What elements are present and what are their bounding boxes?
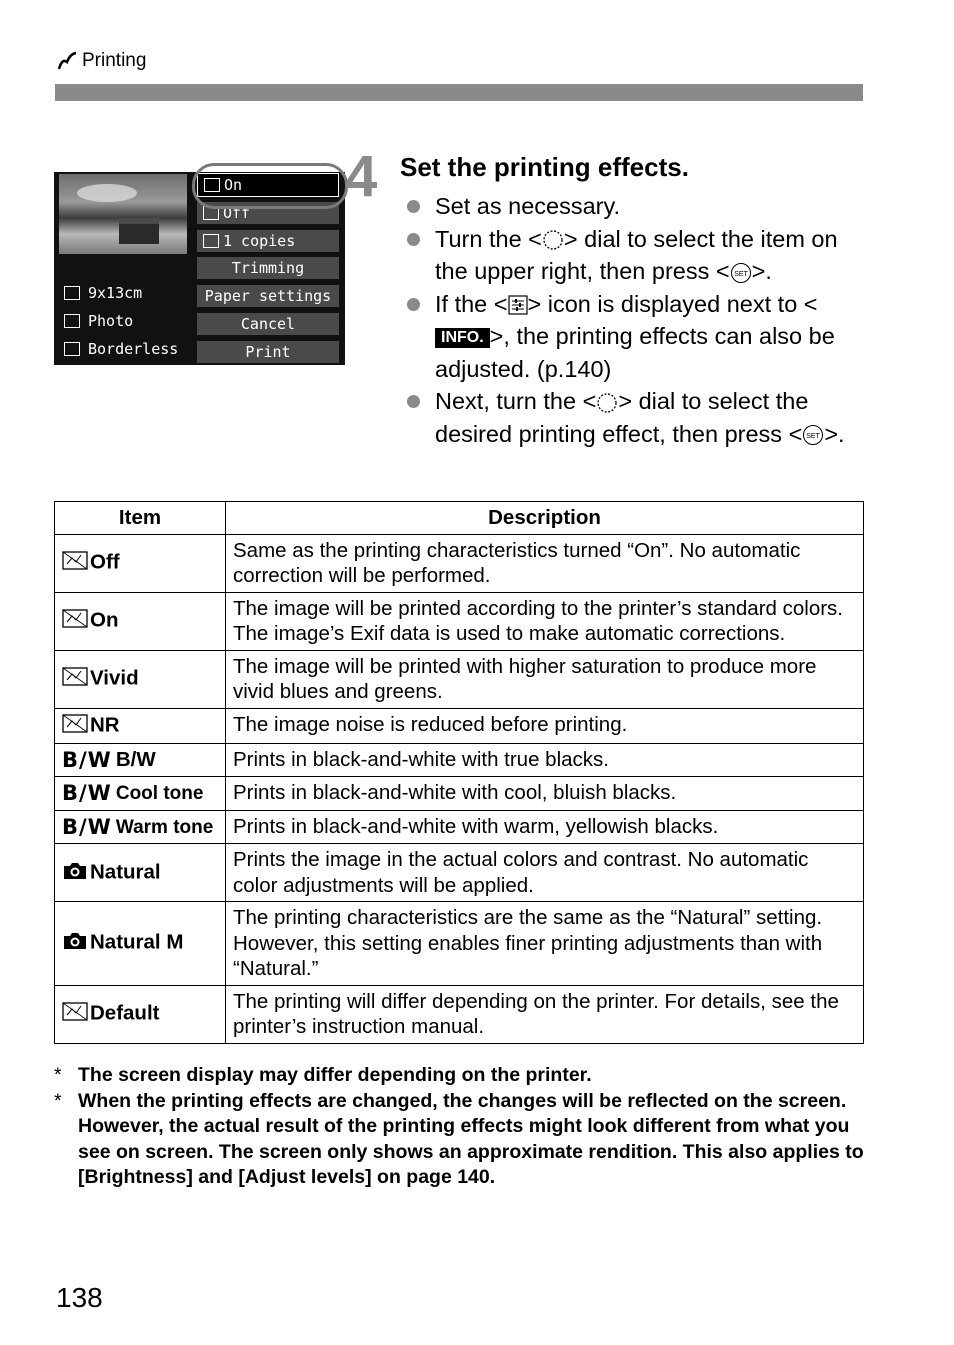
lcd-print-button: Print xyxy=(197,341,339,363)
print-effect-icon xyxy=(62,712,88,741)
description-cell: The image will be printed with higher saturation to produce more vivid blues and greens. xyxy=(226,650,864,708)
bullet-item: Next, turn the < > dial to select the desired printing effect, then press < SET >. xyxy=(405,385,865,450)
quick-control-dial-icon xyxy=(542,229,564,251)
description-cell: Prints the image in the actual colors and contrast. No automatic color adjustments will be applied. xyxy=(226,844,864,902)
lcd-paper-size: 9x13cm xyxy=(64,284,142,302)
item-label: B/W xyxy=(115,748,156,771)
table-row xyxy=(55,985,864,1043)
svg-text:SET: SET xyxy=(733,270,748,278)
description-cell: The image will be printed according to the printer’s standard colors. The image’s Exif data is used to make automatic corrections. xyxy=(226,592,864,650)
lcd-layout: Borderless xyxy=(64,340,178,358)
printer-connect-icon xyxy=(56,50,78,72)
footnote: * The screen display may differ depending on the printer. xyxy=(54,1064,592,1086)
lcd-trimming-button: Trimming xyxy=(197,257,339,279)
set-button-icon xyxy=(730,262,752,284)
table-row xyxy=(55,592,864,650)
column-header-description: Description xyxy=(226,502,864,535)
step-bullets xyxy=(405,190,865,450)
print-effect-icon xyxy=(62,1000,88,1029)
svg-text:SET: SET xyxy=(806,433,821,441)
item-label: Natural xyxy=(90,860,161,884)
item-cell xyxy=(55,744,226,777)
item-cell xyxy=(55,985,226,1043)
printing-effects-table xyxy=(54,501,864,1044)
description-cell: The printing characteristics are the same as the “Natural” setting. However, this setting enables finer printing adjustments than with “Natural.” xyxy=(226,902,864,986)
item-cell xyxy=(55,708,226,744)
bw-icon: B/W xyxy=(62,747,112,772)
item-cell xyxy=(55,902,226,986)
column-header-item: Item xyxy=(55,502,226,535)
table-row xyxy=(55,810,864,844)
bw-icon: B/W xyxy=(62,781,112,806)
print-effect-icon xyxy=(62,549,88,578)
table-row xyxy=(55,902,864,986)
item-label: NR xyxy=(90,713,120,737)
lcd-copies-item: 1 copies xyxy=(197,230,339,252)
item-cell xyxy=(55,592,226,650)
photo-thumbnail xyxy=(59,174,187,254)
paper-type-icon xyxy=(64,314,80,328)
table-row xyxy=(55,650,864,708)
description-cell: Prints in black-and-white with true blacks. xyxy=(226,744,864,777)
copies-icon xyxy=(203,234,219,248)
camera-icon xyxy=(62,929,88,958)
item-cell xyxy=(55,844,226,902)
description-cell: Prints in black-and-white with warm, yellowish blacks. xyxy=(226,810,864,844)
step-number: 4 xyxy=(345,144,378,209)
lcd-paper-type: Photo xyxy=(64,312,133,330)
description-cell: Same as the printing characteristics turned “On”. No automatic correction will be performed. xyxy=(226,534,864,592)
bullet-item: Turn the < > dial to select the item on the upper right, then press < SET >. xyxy=(405,223,865,288)
step-title: Set the printing effects. xyxy=(400,152,689,182)
running-header xyxy=(56,50,146,72)
description-cell: The printing will differ depending on the printer. For details, see the printer’s instruction manual. xyxy=(226,985,864,1043)
footnote: * When the printing effects are changed, the changes will be reflected on the screen. However, the actual result of the printing effects might look different from what you see on screen. The screen only shows an approximate rendition. This also applies to [Brightness] and [Adjust levels] on page 140. xyxy=(54,1089,864,1188)
adjust-icon xyxy=(508,295,528,315)
item-label: Natural M xyxy=(90,931,184,954)
item-label: On xyxy=(90,608,119,632)
info-button-icon: INFO. xyxy=(435,328,490,348)
table-row xyxy=(55,777,864,811)
item-label: Vivid xyxy=(90,666,139,690)
lcd-paper-settings-button: Paper settings xyxy=(197,285,339,307)
paper-size-icon xyxy=(64,286,80,300)
item-cell xyxy=(55,534,226,592)
print-effect-icon xyxy=(62,665,88,694)
table-row xyxy=(55,744,864,777)
page-number: 138 xyxy=(56,1282,103,1313)
item-label: Default xyxy=(90,1001,160,1025)
header-bar xyxy=(55,84,863,101)
item-label: Warm tone xyxy=(115,816,214,838)
camera-icon xyxy=(62,859,88,888)
bullet-item: If the < > icon is displayed next to <INFO. >, the printing effects can also be adjusted. (p.140) xyxy=(405,288,865,386)
section-title: Printing xyxy=(82,50,147,71)
footnotes xyxy=(54,1063,864,1191)
highlight-ring xyxy=(192,163,348,209)
item-cell xyxy=(55,777,226,811)
table-row xyxy=(55,534,864,592)
quick-control-dial-icon xyxy=(596,392,618,414)
item-label: Off xyxy=(90,550,120,574)
table-header-row xyxy=(55,502,864,535)
lcd-date-item: Off xyxy=(197,202,339,224)
set-button-icon xyxy=(802,424,824,446)
item-cell xyxy=(55,810,226,844)
table-row xyxy=(55,844,864,902)
description-cell: The image noise is reduced before printing. xyxy=(226,708,864,744)
item-label: Cool tone xyxy=(115,783,204,805)
bw-icon: B/W xyxy=(62,814,112,839)
item-cell xyxy=(55,650,226,708)
description-cell: Prints in black-and-white with cool, bluish blacks. xyxy=(226,777,864,811)
layout-icon xyxy=(64,342,80,356)
lcd-effects-item: On xyxy=(197,174,339,196)
table-row xyxy=(55,708,864,744)
lcd-cancel-button: Cancel xyxy=(197,313,339,335)
print-effect-icon xyxy=(62,607,88,636)
bullet-item: Set as necessary. xyxy=(405,190,865,223)
